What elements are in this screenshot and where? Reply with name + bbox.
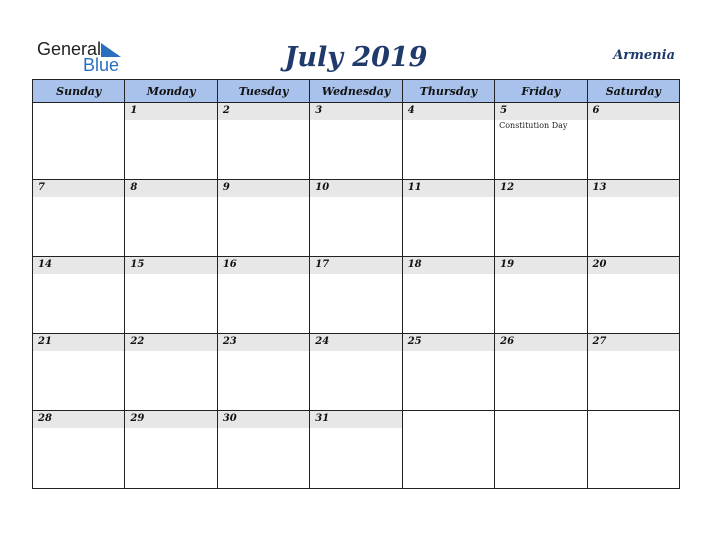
day-cell — [125, 103, 217, 180]
day-number: 31 — [315, 413, 330, 424]
logo-text-general: General — [37, 39, 102, 59]
day-cell — [125, 411, 217, 489]
day-number-bar — [33, 180, 124, 197]
day-number-bar — [125, 411, 216, 428]
weekday-wednesday: Wednesday — [310, 80, 402, 103]
day-number-bar — [403, 180, 494, 197]
day-cell — [587, 334, 679, 411]
logo-text-blue: Blue — [83, 55, 120, 75]
day-number-bar — [33, 257, 124, 274]
calendar-grid — [32, 79, 680, 489]
day-cell — [217, 103, 309, 180]
day-cell — [310, 334, 402, 411]
country-name: Armenia — [613, 48, 675, 63]
day-cell — [587, 103, 679, 180]
day-number: 28 — [38, 413, 52, 424]
day-number: 3 — [315, 105, 323, 116]
day-cell — [495, 180, 587, 257]
day-number: 11 — [407, 182, 422, 193]
day-cell — [310, 411, 402, 489]
day-number-bar — [310, 180, 401, 197]
day-number: 16 — [222, 259, 237, 270]
day-number: 13 — [592, 182, 607, 193]
day-number-bar — [403, 334, 494, 351]
day-number: 27 — [592, 336, 607, 347]
day-cell — [402, 103, 494, 180]
day-cell — [33, 180, 125, 257]
day-cell — [33, 257, 125, 334]
day-number: 8 — [130, 182, 138, 193]
day-number: 1 — [130, 105, 138, 116]
day-cell — [310, 103, 402, 180]
day-number: 26 — [500, 336, 515, 347]
day-number: 6 — [592, 105, 600, 116]
day-number-bar — [495, 103, 586, 120]
day-cell — [495, 334, 587, 411]
day-cell — [402, 334, 494, 411]
day-number-bar — [310, 334, 401, 351]
weekday-friday: Friday — [495, 80, 587, 103]
day-cell — [402, 411, 494, 489]
day-cell — [217, 180, 309, 257]
day-number: 20 — [592, 259, 607, 270]
day-cell — [402, 257, 494, 334]
calendar-title: July 2019 — [284, 42, 428, 73]
day-cell — [587, 411, 679, 489]
day-cell — [217, 411, 309, 489]
day-cell — [217, 257, 309, 334]
holiday-label: Constitution Day — [499, 121, 568, 130]
day-number: 7 — [38, 182, 45, 193]
weekday-monday: Monday — [125, 80, 217, 103]
day-number: 2 — [222, 105, 230, 116]
day-number: 12 — [500, 182, 515, 193]
day-number-bar — [125, 334, 216, 351]
week-row — [33, 103, 680, 180]
weekday-header-row — [33, 80, 680, 103]
day-number: 21 — [38, 336, 52, 347]
day-cell — [402, 180, 494, 257]
weekday-sunday: Sunday — [33, 80, 125, 103]
day-number: 15 — [130, 259, 145, 270]
day-number-bar — [403, 257, 494, 274]
day-cell — [310, 257, 402, 334]
day-cell — [587, 257, 679, 334]
day-number: 14 — [38, 259, 52, 270]
day-number-bar — [125, 180, 216, 197]
week-row — [33, 180, 680, 257]
day-cell — [33, 103, 125, 180]
day-number-bar — [218, 103, 309, 120]
day-cell — [495, 257, 587, 334]
day-number-bar — [33, 334, 124, 351]
day-number: 29 — [130, 413, 145, 424]
weekday-tuesday: Tuesday — [217, 80, 309, 103]
day-number: 24 — [315, 336, 330, 347]
day-cell — [217, 334, 309, 411]
day-number-bar — [310, 257, 401, 274]
day-number-bar — [495, 180, 586, 197]
day-number-bar — [33, 411, 124, 428]
day-cell — [125, 334, 217, 411]
week-row — [33, 411, 680, 489]
day-number: 30 — [222, 413, 237, 424]
day-cell — [310, 180, 402, 257]
week-row — [33, 334, 680, 411]
day-number-bar — [495, 257, 586, 274]
day-cell — [33, 334, 125, 411]
day-number-bar — [218, 411, 309, 428]
week-row — [33, 257, 680, 334]
day-number-bar — [495, 334, 586, 351]
weekday-saturday: Saturday — [587, 80, 679, 103]
day-number-bar — [588, 103, 679, 120]
day-number: 18 — [407, 259, 422, 270]
day-number: 23 — [222, 336, 237, 347]
day-number-bar — [588, 257, 679, 274]
day-cell — [495, 411, 587, 489]
day-number: 4 — [407, 105, 415, 116]
day-cell — [125, 257, 217, 334]
day-number: 19 — [500, 259, 515, 270]
weekday-thursday: Thursday — [402, 80, 494, 103]
day-number: 5 — [500, 105, 508, 116]
day-number-bar — [310, 103, 401, 120]
day-number-bar — [218, 180, 309, 197]
day-number-bar — [403, 103, 494, 120]
day-number-bar — [218, 334, 309, 351]
day-number-bar — [588, 180, 679, 197]
day-number-bar — [125, 257, 216, 274]
day-number: 9 — [222, 182, 230, 193]
day-number-bar — [125, 103, 216, 120]
day-number: 10 — [315, 182, 330, 193]
day-number-bar — [218, 257, 309, 274]
day-number-bar — [588, 334, 679, 351]
day-number: 17 — [315, 259, 330, 270]
day-number: 22 — [130, 336, 145, 347]
day-cell — [33, 411, 125, 489]
day-cell — [495, 103, 587, 180]
day-cell — [125, 180, 217, 257]
day-number-bar — [310, 411, 401, 428]
day-number: 25 — [407, 336, 422, 347]
day-cell — [587, 180, 679, 257]
